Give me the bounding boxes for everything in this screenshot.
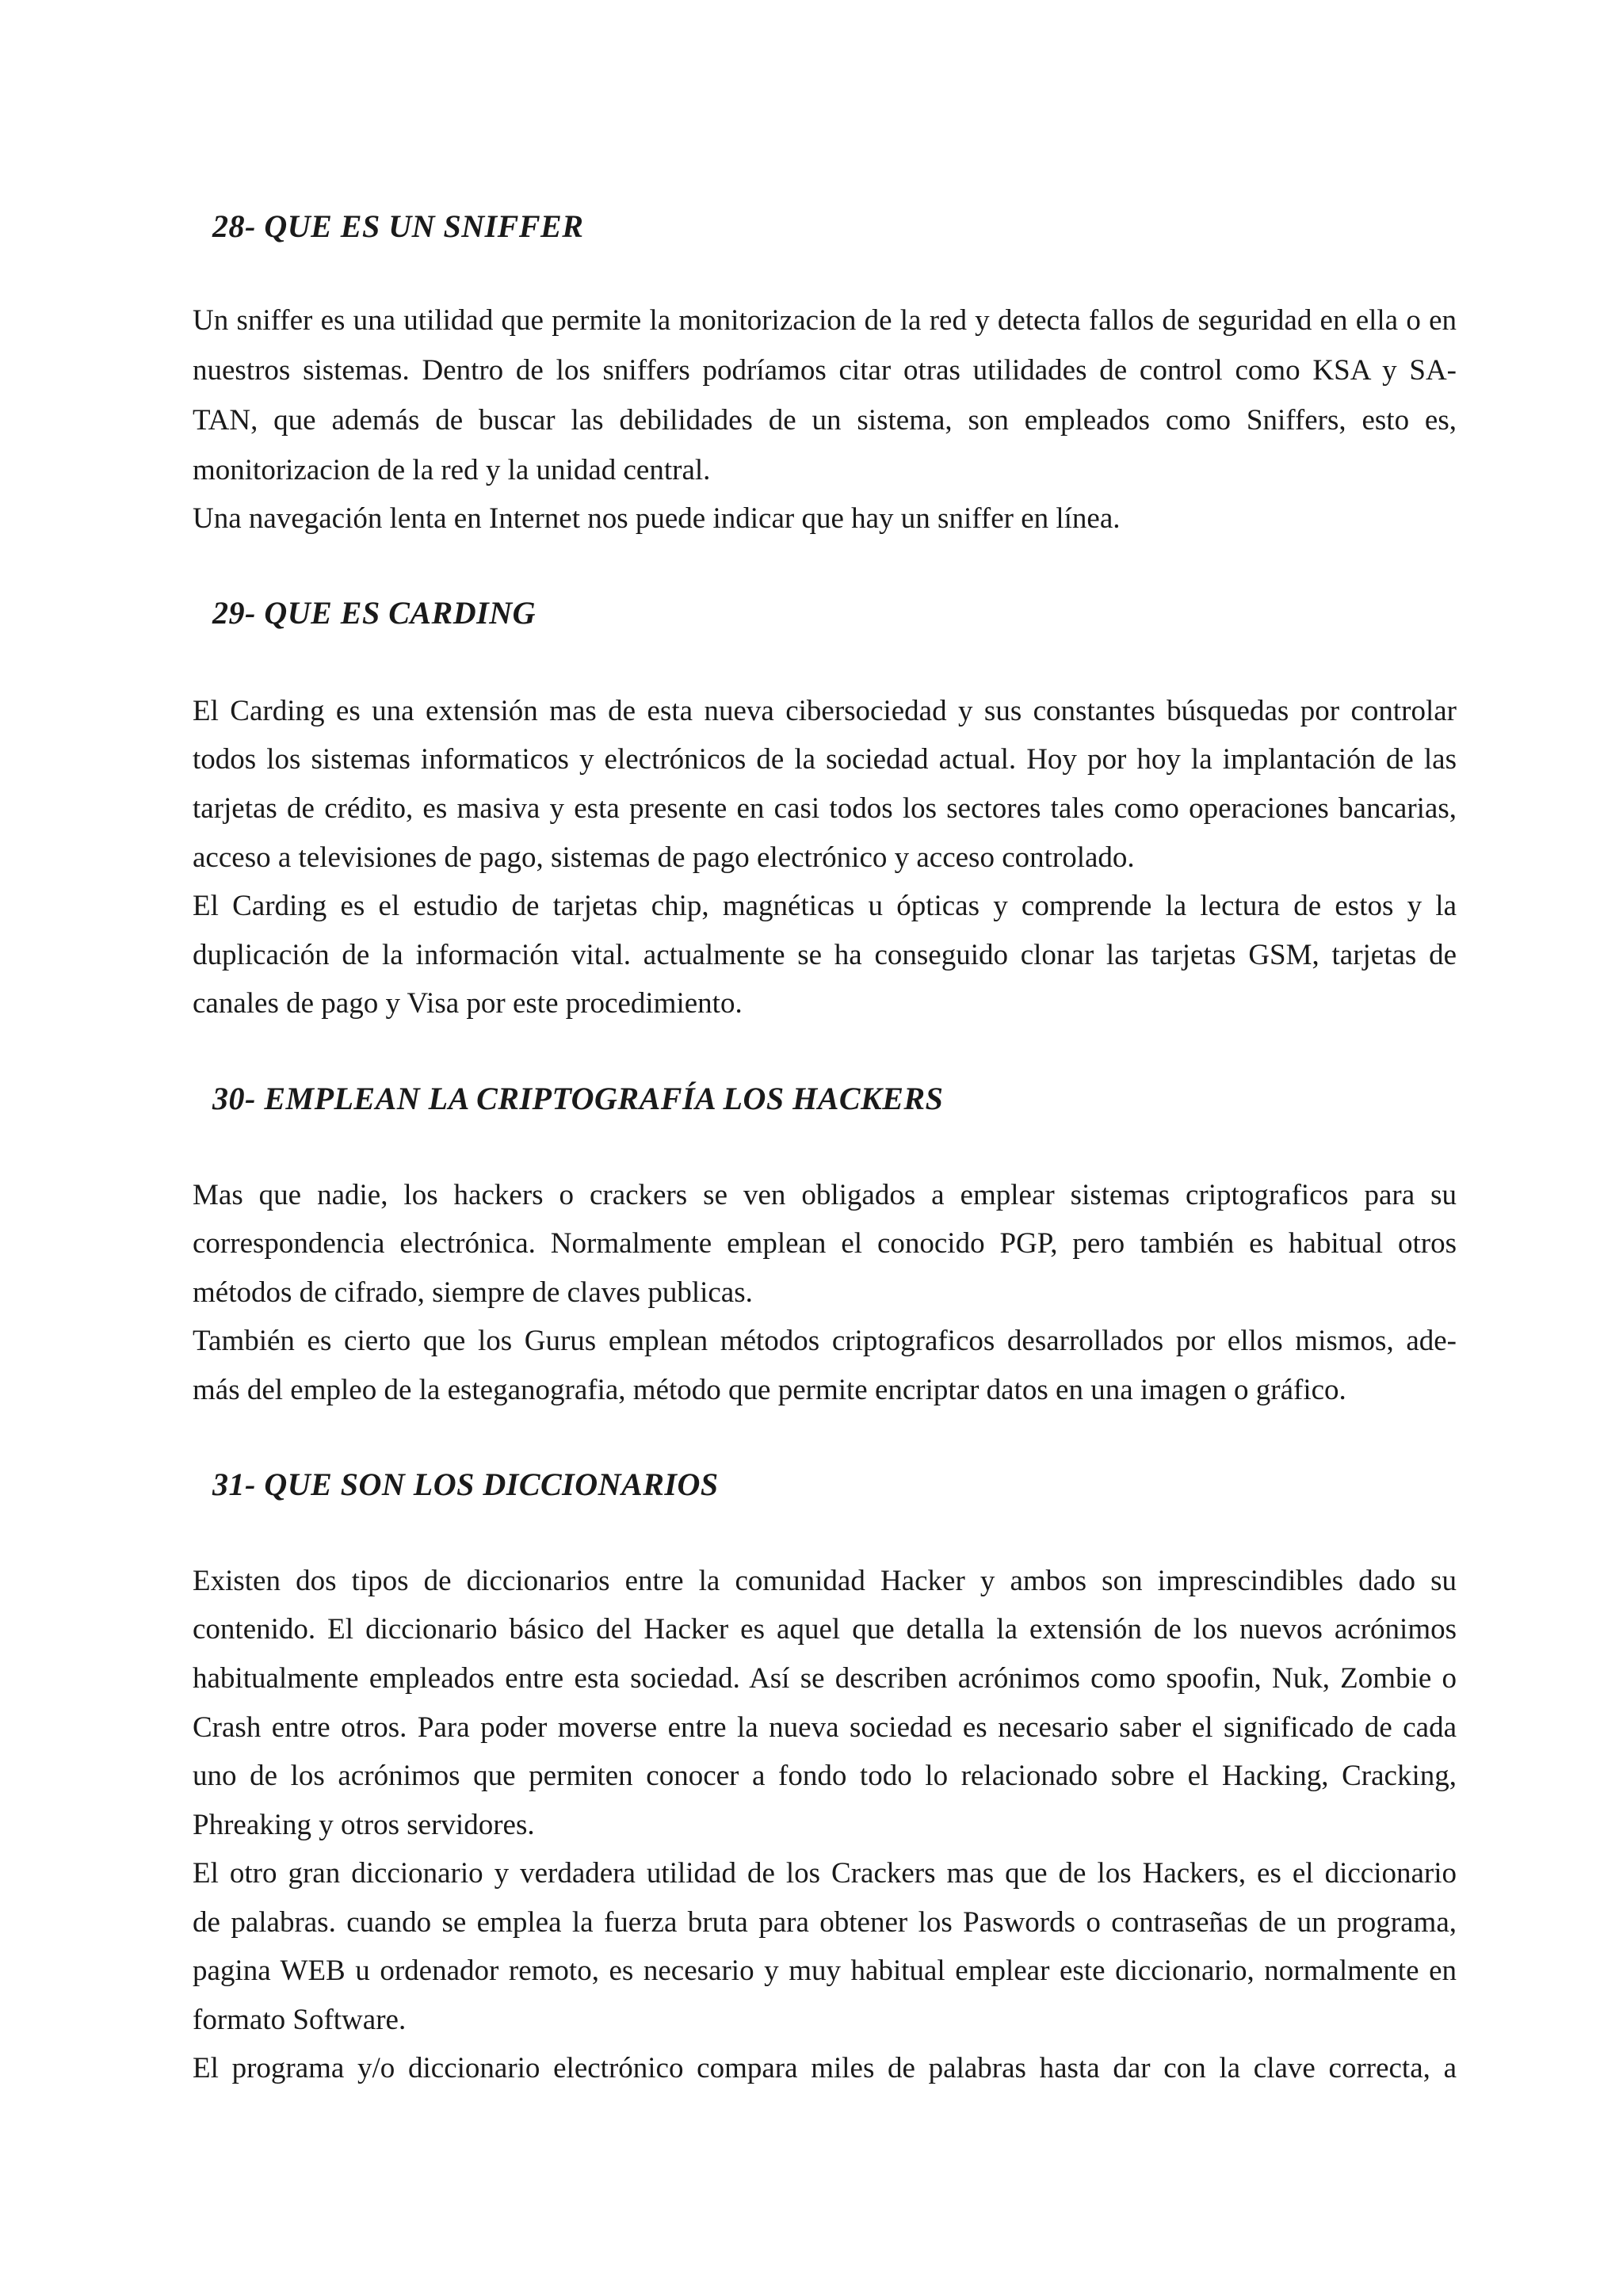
paragraph-line: El otro gran diccionario y verdadera utilidad de los Crackers mas que de los Hackers, es el diccionario bbox=[193, 1857, 1457, 1890]
paragraph-line: duplicación de la información vital. actualmente se ha conseguido clonar las tarjetas GSM, tarjetas de bbox=[193, 939, 1457, 971]
paragraph-line: formato Software. bbox=[193, 2004, 407, 2036]
paragraph-line: Crash entre otros. Para poder moverse entre la nueva sociedad es necesario saber el significado de cada bbox=[193, 1711, 1457, 1744]
section-heading: 29- QUE ES CARDING bbox=[212, 595, 536, 631]
paragraph-line: uno de los acrónimos que permiten conocer a fondo todo lo relacionado sobre el Hacking, Cracking, bbox=[193, 1760, 1457, 1792]
paragraph-line: habitualmente empleados entre esta sociedad. Así se describen acrónimos como spoofin, Nuk, Zombie o bbox=[193, 1662, 1457, 1695]
paragraph-line: contenido. El diccionario básico del Hacker es aquel que detalla la extensión de los nuevos acrónimos bbox=[193, 1613, 1457, 1646]
paragraph-line: canales de pago y Visa por este procedimiento. bbox=[193, 987, 743, 1020]
paragraph-line: Mas que nadie, los hackers o crackers se ven obligados a emplear sistemas criptograficos para su bbox=[193, 1179, 1457, 1211]
paragraph-line: También es cierto que los Gurus emplean métodos criptograficos desarrollados por ellos mismos, ade- bbox=[193, 1325, 1457, 1357]
section-heading: 28- QUE ES UN SNIFFER bbox=[212, 208, 584, 244]
paragraph-line: acceso a televisiones de pago, sistemas de pago electrónico y acceso controlado. bbox=[193, 841, 1135, 874]
paragraph-line: nuestros sistemas. Dentro de los sniffers podríamos citar otras utilidades de control como KSA y SA- bbox=[193, 354, 1457, 387]
paragraph-line: de palabras. cuando se emplea la fuerza bruta para obtener los Paswords o contraseñas de un programa, bbox=[193, 1906, 1457, 1939]
paragraph-line: El programa y/o diccionario electrónico compara miles de palabras hasta dar con la clave correcta, a bbox=[193, 2052, 1457, 2084]
paragraph-line: Un sniffer es una utilidad que permite la monitorizacion de la red y detecta fallos de seguridad en ella o en bbox=[193, 304, 1457, 337]
paragraph-line: más del empleo de la esteganografia, método que permite encriptar datos en una imagen o gráfico. bbox=[193, 1374, 1346, 1406]
paragraph-line: tarjetas de crédito, es masiva y esta presente en casi todos los sectores tales como operaciones bancarias, bbox=[193, 792, 1457, 825]
paragraph-line: TAN, que además de buscar las debilidades de un sistema, son empleados como Sniffers, esto es, bbox=[193, 404, 1457, 437]
paragraph-line: monitorizacion de la red y la unidad central. bbox=[193, 454, 711, 486]
paragraph-line: El Carding es el estudio de tarjetas chip, magnéticas u ópticas y comprende la lectura de estos y la bbox=[193, 890, 1457, 922]
paragraph-line: El Carding es una extensión mas de esta nueva cibersociedad y sus constantes búsquedas por controlar bbox=[193, 695, 1457, 727]
paragraph-line: correspondencia electrónica. Normalmente emplean el conocido PGP, pero también es habitual otros bbox=[193, 1227, 1457, 1260]
paragraph-line: todos los sistemas informaticos y electrónicos de la sociedad actual. Hoy por hoy la implantación de las bbox=[193, 743, 1457, 776]
paragraph-line: métodos de cifrado, siempre de claves publicas. bbox=[193, 1276, 753, 1309]
section-heading: 31- QUE SON LOS DICCIONARIOS bbox=[212, 1466, 719, 1502]
paragraph-line: Phreaking y otros servidores. bbox=[193, 1809, 535, 1841]
paragraph-line: Existen dos tipos de diccionarios entre la comunidad Hacker y ambos son imprescindibles dado su bbox=[193, 1565, 1457, 1597]
section-heading: 30- EMPLEAN LA CRIPTOGRAFÍA LOS HACKERS bbox=[212, 1081, 944, 1116]
paragraph-line: pagina WEB u ordenador remoto, es necesario y muy habitual emplear este diccionario, normalmente en bbox=[193, 1955, 1457, 1987]
paragraph-line: Una navegación lenta en Internet nos puede indicar que hay un sniffer en línea. bbox=[193, 502, 1121, 535]
